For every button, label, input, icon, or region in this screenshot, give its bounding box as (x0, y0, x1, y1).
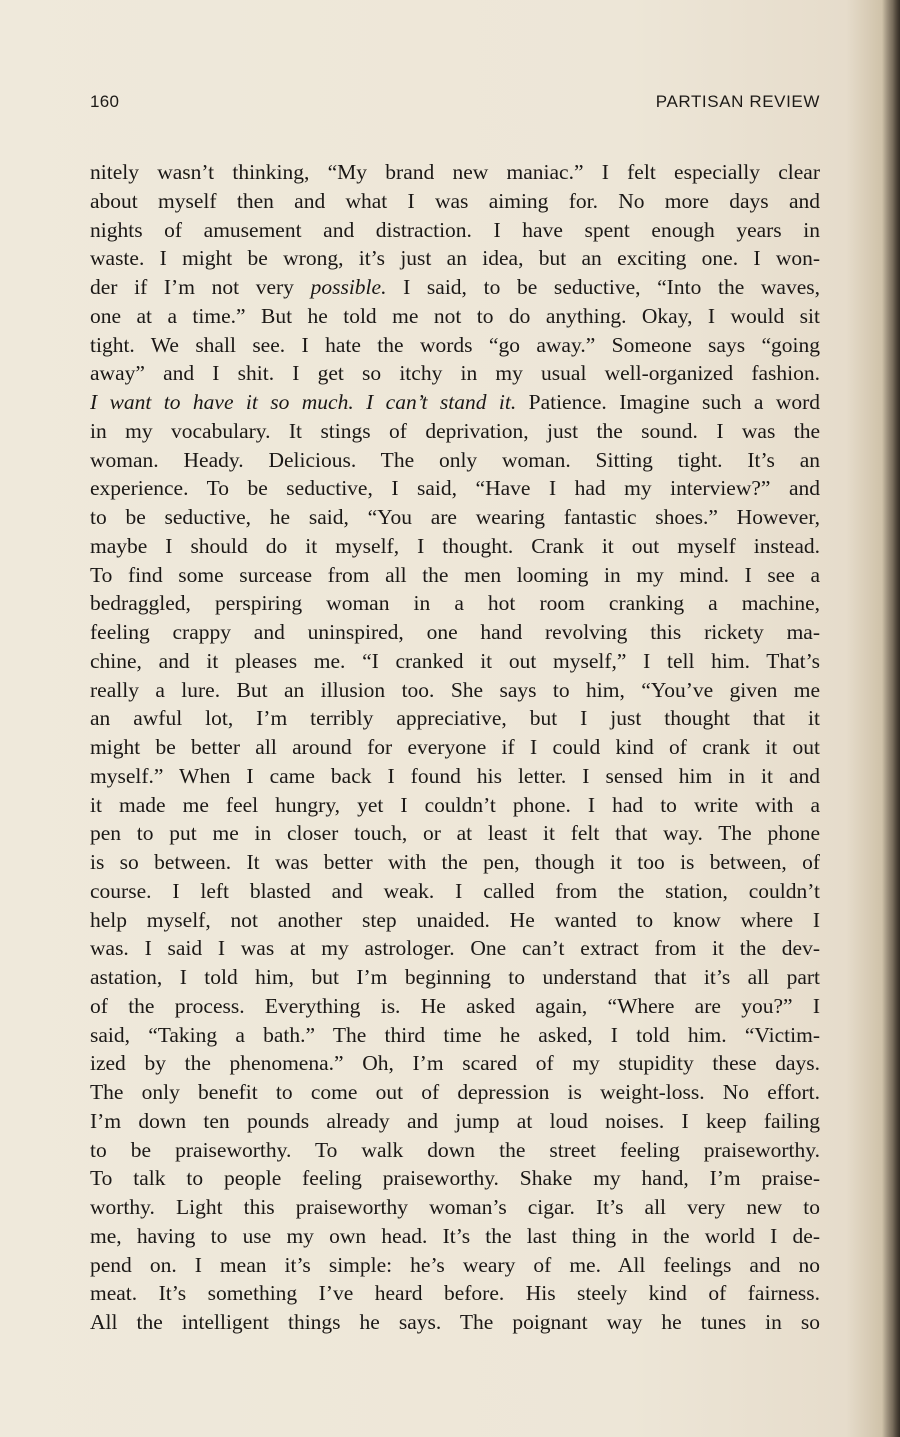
text-line (90, 1136, 820, 1165)
text-line (90, 1107, 820, 1136)
text-segment: tight. We shall see. I hate the words “go away.” Someone says “going (90, 332, 820, 357)
text-segment: was. I said I was at my astrologer. One can’t extract from it the dev- (90, 936, 820, 961)
text-line (90, 359, 820, 388)
text-segment: To talk to people feeling praiseworthy. Shake my hand, I’m praise- (90, 1166, 820, 1191)
text-segment: about myself then and what I was aiming for. No more days and (90, 188, 820, 213)
text-line (90, 848, 820, 877)
text-line (90, 216, 820, 245)
text-line (90, 302, 820, 331)
text-segment: woman. Heady. Delicious. The only woman. Sitting tight. It’s an (90, 447, 820, 472)
text-line (90, 589, 820, 618)
text-segment: really a lure. But an illusion too. She says to him, “You’ve given me (90, 677, 820, 702)
text-line (90, 1078, 820, 1107)
text-line (90, 532, 820, 561)
text-line (90, 417, 820, 446)
text-line (90, 1251, 820, 1280)
text-segment: nitely wasn’t thinking, “My brand new maniac.” I felt especially clear (90, 160, 820, 184)
text-line (90, 1222, 820, 1251)
text-line (90, 906, 820, 935)
text-line (90, 1279, 820, 1308)
page-number: 160 (90, 92, 120, 111)
text-line (90, 733, 820, 762)
text-segment: I’m down ten pounds already and jump at loud noises. I keep failing (90, 1108, 820, 1133)
text-segment: course. I left blasted and weak. I called from the station, couldn’t (90, 878, 820, 903)
text-segment: might be better all around for everyone if I could kind of crank it out (90, 735, 820, 759)
text-line (90, 158, 820, 187)
page-edge-shadow (882, 0, 900, 1437)
text-line (90, 561, 820, 590)
text-line (90, 388, 820, 417)
text-line (90, 1308, 820, 1337)
text-segment: The only benefit to come out of depression is weight-loss. No effort. (90, 1080, 820, 1104)
text-line (90, 647, 820, 676)
text-segment: me, having to use my own head. It’s the last thing in the world I de- (90, 1223, 820, 1248)
text-segment: one at a time.” But he told me not to do anything. Okay, I would sit (90, 303, 820, 328)
text-segment: chine, and it pleases me. “I cranked it out myself,” I tell him. That’s (90, 648, 820, 673)
text-segment: myself.” When I came back I found his letter. I sensed him in it and (90, 763, 820, 788)
text-segment: help myself, not another step unaided. He wanted to know where I (90, 907, 820, 932)
text-segment: bedraggled, perspiring woman in a hot room cranking a machine, (90, 591, 820, 616)
text-segment: worthy. Light this praiseworthy woman’s cigar. It’s all very new to (90, 1195, 820, 1219)
text-line (90, 331, 820, 360)
text-segment: der if I’m not very (90, 275, 311, 299)
text-line (90, 474, 820, 503)
text-line (90, 1193, 820, 1222)
text-segment: Patience. Imagine such a word (516, 390, 820, 414)
text-segment: to be praiseworthy. To walk down the street feeling praiseworthy. (90, 1137, 820, 1162)
text-line (90, 791, 820, 820)
text-line (90, 503, 820, 532)
text-line (90, 1049, 820, 1078)
text-line (90, 992, 820, 1021)
text-segment: in my vocabulary. It stings of deprivation, just the sound. I was the (90, 418, 820, 443)
text-line (90, 963, 820, 992)
text-line (90, 1164, 820, 1193)
text-segment: meat. It’s something I’ve heard before. His steely kind of fairness. (90, 1281, 820, 1306)
body-text (90, 158, 820, 1337)
text-line (90, 1021, 820, 1050)
italic-text: possible. (310, 275, 387, 299)
text-line (90, 934, 820, 963)
text-segment: waste. I might be wrong, it’s just an idea, but an exciting one. I won- (90, 246, 820, 271)
text-segment: nights of amusement and distraction. I have spent enough years in (90, 217, 820, 242)
text-segment: to be seductive, he said, “You are wearing fantastic shoes.” However, (90, 505, 820, 529)
text-segment: ized by the phenomena.” Oh, I’m scared of my stupidity these days. (90, 1051, 820, 1076)
text-line (90, 704, 820, 733)
text-line (90, 273, 820, 302)
text-segment: it made me feel hungry, yet I couldn’t phone. I had to write with a (90, 792, 820, 817)
page-header (90, 92, 820, 120)
text-line (90, 762, 820, 791)
text-line (90, 877, 820, 906)
text-line (90, 618, 820, 647)
italic-text: I want to have it so much. I can’t stand it. (90, 390, 517, 414)
text-segment: All the intelligent things he says. The poignant way he tunes in so (90, 1310, 820, 1334)
text-segment: pen to put me in closer touch, or at least it felt that way. The phone (90, 821, 820, 846)
text-segment: I said, to be seductive, “Into the waves, (386, 275, 820, 299)
text-line (90, 446, 820, 475)
text-segment: of the process. Everything is. He asked again, “Where are you?” I (90, 993, 820, 1018)
text-line (90, 187, 820, 216)
text-segment: is so between. It was better with the pen, though it too is between, of (90, 850, 820, 874)
text-segment: To find some surcease from all the men looming in my mind. I see a (90, 562, 820, 587)
text-line (90, 676, 820, 705)
text-segment: feeling crappy and uninspired, one hand revolving this rickety ma- (90, 620, 820, 644)
text-segment: maybe I should do it myself, I thought. Crank it out myself instead. (90, 533, 820, 558)
text-segment: said, “Taking a bath.” The third time he asked, I told him. “Victim- (90, 1022, 820, 1047)
running-head: PARTISAN REVIEW (655, 92, 820, 111)
text-segment: away” and I shit. I get so itchy in my usual well-organized fashion. (90, 361, 820, 386)
text-segment: an awful lot, I’m terribly appreciative, but I just thought that it (90, 706, 820, 731)
text-line (90, 244, 820, 273)
text-segment: astation, I told him, but I’m beginning to understand that it’s all part (90, 965, 820, 989)
text-segment: pend on. I mean it’s simple: he’s weary of me. All feelings and no (90, 1252, 820, 1277)
text-line (90, 819, 820, 848)
text-segment: experience. To be seductive, I said, “Have I had my interview?” and (90, 476, 820, 501)
